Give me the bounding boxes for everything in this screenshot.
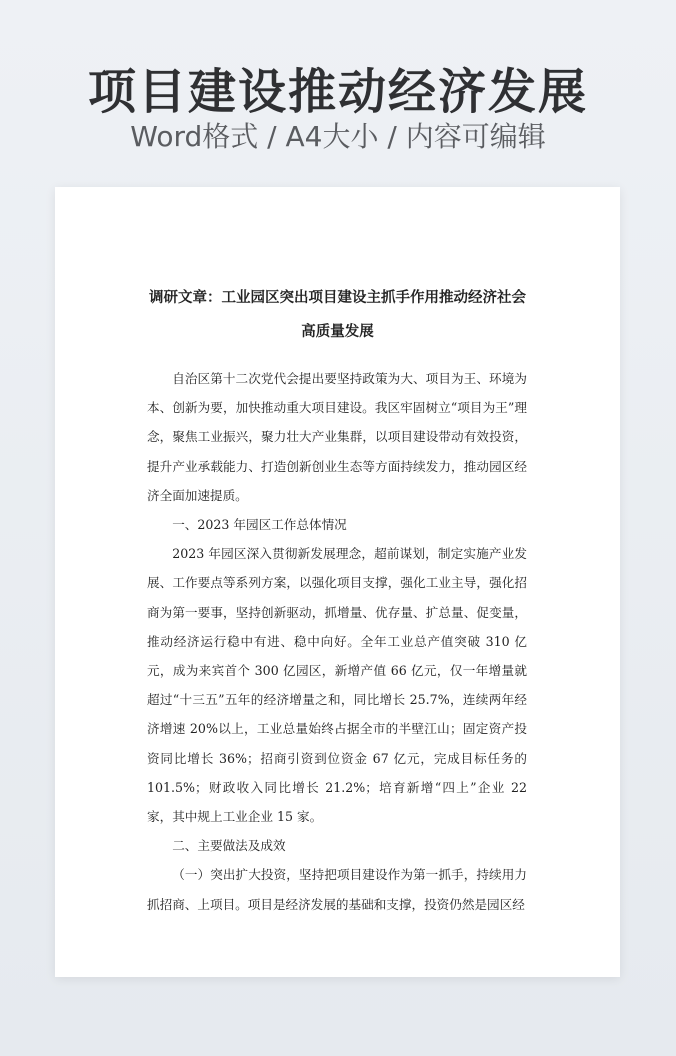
section-heading-1: 一、2023 年园区工作总体情况	[172, 517, 347, 533]
paragraph-overview: 2023 年园区深入贯彻新发展理念，超前谋划，制定实施产业发展、工作要点等系列方案，以强化项目支撑，强化工业主导，强化招商为第一要事，坚持创新驱动，抓增量、优存量、扩总量、促变量，推动经济运行稳中有进、稳中向好。全年工业总产值突破 310 亿元，成为来宾首个 300 亿园区，新增产值 66 亿元，仅一年增量就超过“十三五”五年的经济增量之和，同比增长 25.7%，连续两年经济增速 20%以上，工业总量始终占据全市的半壁江山；固定资产投资同比增长 36%；招商引资到位资金 67 亿元，完成目标任务的 101.5%；财政收入同比增长 21.2%；培育新增“四上”企业 22 家，其中规上工业企业 15 家。	[147, 546, 527, 825]
document-body	[147, 364, 527, 919]
section-heading-2: 二、主要做法及成效	[172, 838, 286, 854]
document-title-line-1: 调研文章：工业园区突出项目建设主抓手作用推动经济社会	[149, 289, 526, 306]
paragraph-measures: （一）突出扩大投资，坚持把项目建设作为第一抓手，持续用力抓招商、上项目。项目是经济发展的基础和支撑，投资仍然是园区经	[147, 867, 527, 912]
banner-title: 项目建设推动经济发展	[87, 64, 588, 120]
document-title-line-2: 高质量发展	[301, 323, 374, 340]
paragraph-intro: 自治区第十二次党代会提出要坚持政策为大、项目为王、环境为本、创新为要，加快推动重大项目建设。我区牢固树立“项目为王”理念，聚焦工业振兴，聚力壮大产业集群，以项目建设带动有效投资，提升产业承载能力、打造创新创业生态等方面持续发力，推动园区经济全面加速提质。	[147, 371, 527, 503]
banner-subtitle: Word格式 / A4大小 / 内容可编辑	[130, 120, 546, 153]
document-page	[55, 187, 620, 977]
